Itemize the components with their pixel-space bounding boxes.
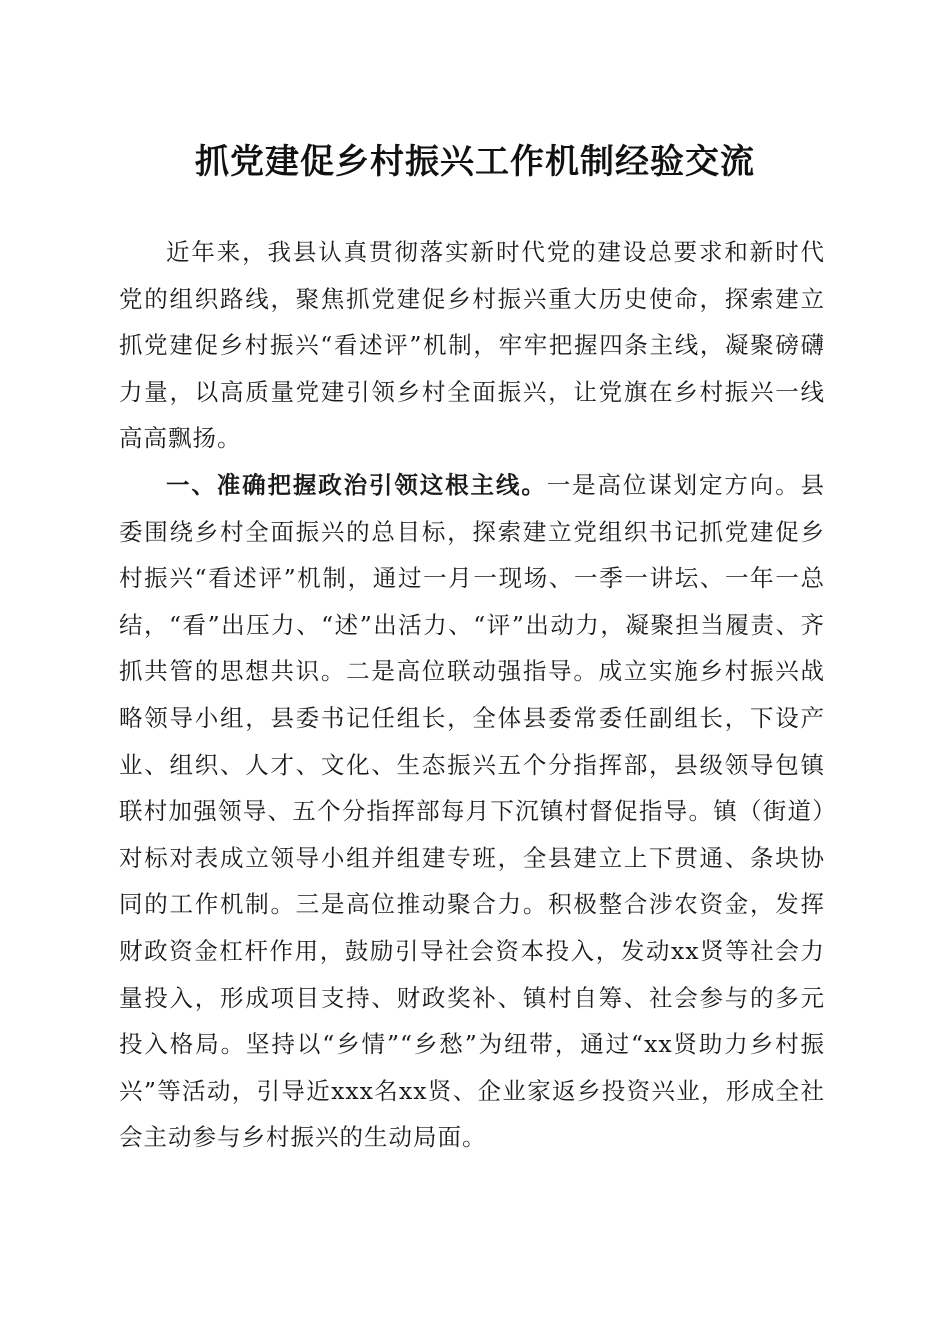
document-title: 抓党建促乡村振兴工作机制经验交流 [195, 142, 755, 182]
intro-paragraph [119, 229, 825, 462]
section-one-heading: 一、准确把握政治引领这根主线。 [166, 470, 547, 499]
document-body [119, 229, 825, 1161]
intro-paragraph-text: 近年来，我县认真贯彻落实新时代党的建设总要求和新时代党的组织路线，聚焦抓党建促乡村振兴重大历史使命，探索建立抓党建促乡村振兴“看述评”机制，牢牢把握四条主线，凝聚磅礴力量，以高质量党建引领乡村全面振兴，让党旗在乡村振兴一线高高飘扬。 [119, 238, 825, 453]
section-one-text: 一是高位谋划定方向。县委围绕乡村全面振兴的总目标，探索建立党组织书记抓党建促乡村振兴“看述评”机制，通过一月一现场、一季一讲坛、一年一总结，“看”出压力、“述”出活力、“评”出动力，凝聚担当履责、齐抓共管的思想共识。二是高位联动强指导。成立实施乡村振兴战略领导小组，县委书记任组长，全体县委常委任副组长，下设产业、组织、人才、文化、生态振兴五个分指挥部，县级领导包镇联村加强领导、五个分指挥部每月下沉镇村督促指导。镇（街道）对标对表成立领导小组并组建专班，全县建立上下贯通、条块协同的工作机制。三是高位推动聚合力。积极整合涉农资金，发挥财政资金杠杆作用，鼓励引导社会资本投入，发动xx贤等社会力量投入，形成项目支持、财政奖补、镇村自筹、社会参与的多元投入格局。坚持以“乡情”“乡愁”为纽带，通过“xx贤助力乡村振兴”等活动，引导近xxx名xx贤、企业家返乡投资兴业，形成全社会主动参与乡村振兴的生动局面。 [119, 470, 826, 1152]
section-one-paragraph [119, 462, 825, 1161]
